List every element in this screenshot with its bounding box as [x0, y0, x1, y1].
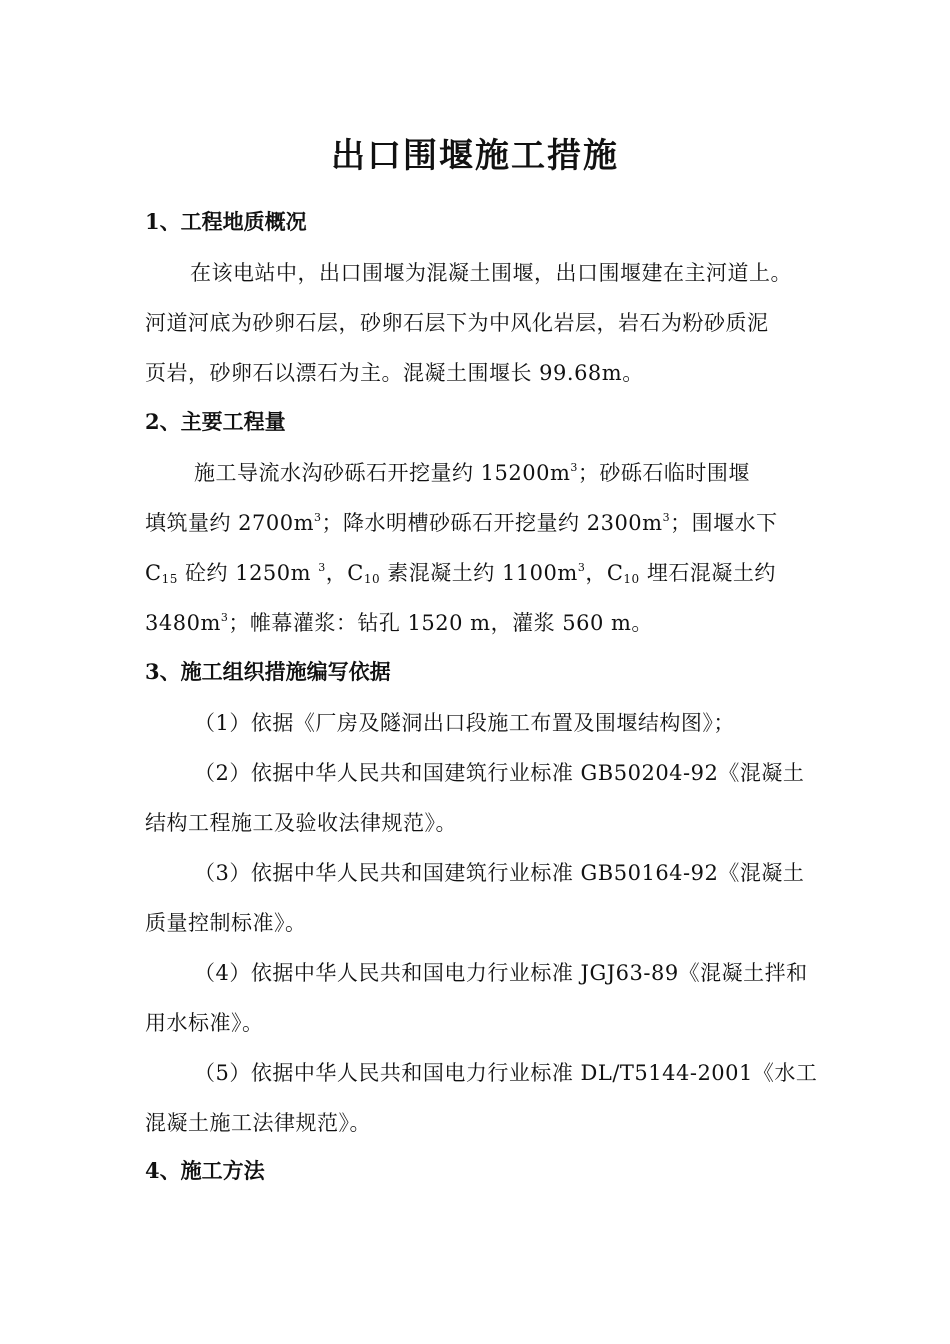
- section-2-line-4: $3480m^3$；帷幕灌浆：钻孔 1520 m，灌浆 560 m。: [145, 611, 653, 635]
- basis-item-1: （1）依据《厂房及隧洞出口段施工布置及围堰结构图》；: [194, 711, 735, 735]
- basis-item-2-line-2: 结构工程施工及验收法律规范》。: [145, 811, 457, 835]
- section-1-line-2: 河道河底为砂卵石层，砂卵石层下为中风化岩层，岩石为粉砂质泥: [145, 311, 769, 335]
- basis-item-4-line-2: 用水标准》。: [145, 1011, 264, 1035]
- basis-item-3-line-1: （3）依据中华人民共和国建筑行业标准 GB50164-92《混凝土: [194, 861, 805, 885]
- section-2-line-2: 填筑量约 $2700m^3$；降水明槽砂砾石开挖量约 $2300m^3$；围堰水下: [145, 511, 778, 535]
- section-3-heading: 3、施工组织措施编写依据: [145, 659, 391, 684]
- section-1-heading: 1、工程地质概况: [145, 209, 307, 234]
- document-title: 出口围堰施工措施: [331, 136, 619, 176]
- basis-item-4-line-1: （4）依据中华人民共和国电力行业标准 JGJ63-89《混凝土拌和: [194, 961, 808, 985]
- section-2-line-3: $C_{15}$ 砼约 1250m $^3$，$C_{10}$ 素混凝土约 $1100m^3$，$C_{10}$ 埋石混凝土约: [145, 561, 776, 586]
- section-4-heading: 4、施工方法: [145, 1158, 265, 1183]
- basis-item-2-line-1: （2）依据中华人民共和国建筑行业标准 GB50204-92《混凝土: [194, 761, 805, 785]
- basis-item-5-line-1: （5）依据中华人民共和国电力行业标准 DL/T5144-2001《水工: [194, 1061, 818, 1085]
- basis-item-5-line-2: 混凝土施工法律规范》。: [145, 1111, 371, 1135]
- basis-item-3-line-2: 质量控制标准》。: [145, 911, 307, 935]
- section-2-heading: 2、主要工程量: [145, 409, 286, 434]
- section-2-line-1: 施工导流水沟砂砾石开挖量约 $15200m^3$；砂砾石临时围堰: [194, 461, 750, 485]
- section-1-line-3: 页岩，砂卵石以漂石为主。混凝土围堰长 99.68m。: [145, 361, 644, 385]
- section-1-line-1: 在该电站中，出口围堰为混凝土围堰，出口围堰建在主河道上。: [190, 261, 792, 285]
